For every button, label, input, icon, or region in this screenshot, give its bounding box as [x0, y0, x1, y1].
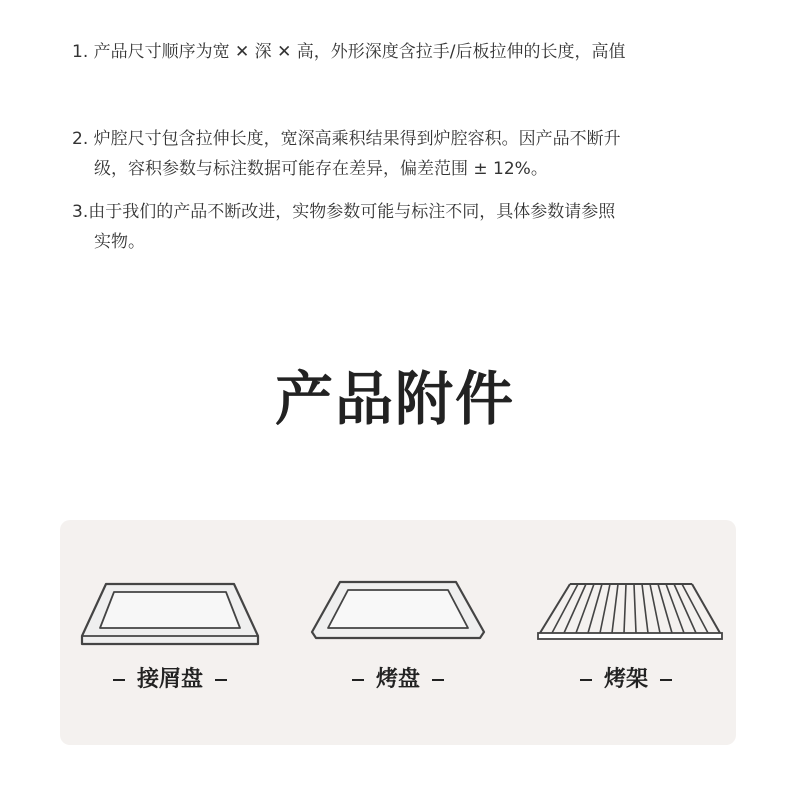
accessory-baking-tray-label: 烤盘	[375, 667, 420, 692]
note-2-line1: 2. 炉腔尺寸包含拉伸长度，宽深高乘积结果得到炉腔容积。因产品不断升	[72, 129, 621, 149]
accessories-panel	[60, 520, 736, 745]
note-3-line2: 实物。	[94, 232, 145, 252]
accessory-wire-rack	[526, 576, 726, 726]
note-3-line1: 3.由于我们的产品不断改进，实物参数可能与标注不同，具体参数请参照	[72, 202, 616, 222]
wire-rack-icon	[536, 576, 726, 648]
accessory-label	[70, 662, 270, 693]
note-2-line2: 级，容积参数与标注数据可能存在差异，偏差范围 ± 12%。	[94, 159, 548, 179]
accessory-baking-tray	[298, 576, 498, 726]
note-1	[72, 37, 625, 67]
accessory-label	[298, 662, 498, 693]
dash-left	[113, 679, 125, 681]
accessory-crumb-tray-label: 接屑盘	[136, 667, 203, 692]
note-3	[72, 197, 615, 257]
dash-left	[352, 679, 364, 681]
dash-right	[660, 679, 672, 681]
section-title: 产品附件	[274, 365, 515, 433]
dash-right	[432, 679, 444, 681]
accessory-label	[526, 662, 726, 693]
dash-right	[215, 679, 227, 681]
dash-left	[580, 679, 592, 681]
note-2	[72, 124, 621, 184]
crumb-tray-icon	[80, 576, 260, 648]
note-1-text: 1. 产品尺寸顺序为宽 ✕ 深 ✕ 高，外形深度含拉手/后板拉伸的长度，高值	[72, 42, 626, 62]
accessory-wire-rack-label: 烤架	[603, 667, 648, 692]
baking-tray-icon	[308, 576, 488, 648]
accessory-crumb-tray	[70, 576, 270, 726]
